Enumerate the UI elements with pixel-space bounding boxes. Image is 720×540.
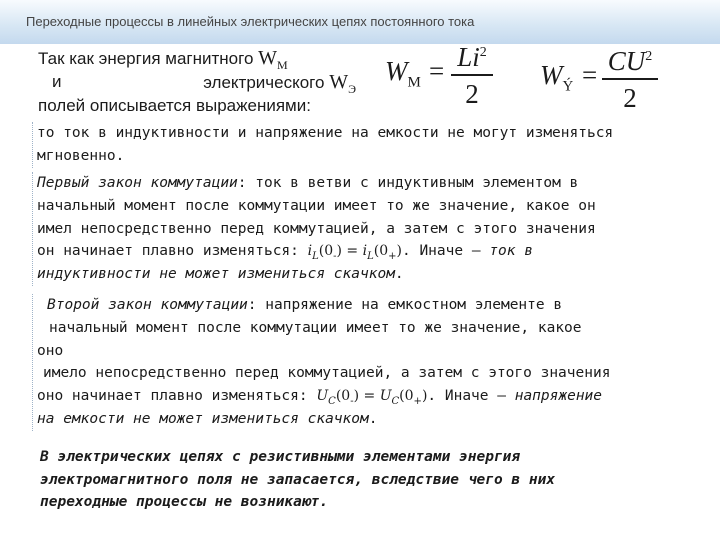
formula-wm-bar	[451, 74, 493, 76]
formula-wy	[540, 38, 665, 118]
intro-line-1-text: Так как энергия магнитного	[38, 49, 259, 68]
second-law-eq-right-argsub: +	[413, 395, 422, 407]
second-law-line-6-post: .	[368, 410, 378, 427]
first-law-line-3: имел непосредственно перед коммутацией, а затем с этого значения	[37, 220, 596, 237]
wm-symbol-sub: M	[277, 58, 288, 72]
paragraph-continuity-line-1: то ток в индуктивности и напряжение на емкости не могут изменяться	[37, 125, 614, 141]
first-law-eq-sign: =	[341, 243, 363, 260]
first-law-line-2: начальный момент после коммутации имеет то же значение, какое он	[37, 197, 596, 214]
first-law-line-4	[37, 240, 596, 263]
formula-wy-lhs-letter: W	[540, 60, 563, 90]
formula-wm-lhs-sub: M	[407, 74, 421, 91]
intro-text	[38, 46, 368, 118]
intro-line-3-text: полей описывается выражениями:	[38, 96, 311, 115]
we-symbol-sub: Э	[348, 82, 356, 96]
second-law-line-6	[37, 408, 610, 431]
second-law-eq-left-sub: C	[328, 395, 336, 407]
slide-title: Переходные процессы в линейных электрических цепях постоянного тока	[26, 14, 475, 29]
formula-wm-eq: =	[429, 56, 445, 86]
second-law-line-5-italic: напряжение	[514, 388, 603, 405]
second-law-eq-left-argsub: -	[350, 395, 354, 407]
first-law-line-1	[37, 172, 596, 195]
first-law-eq-right-close: )	[396, 243, 402, 260]
first-law-eq-right-argsub: +	[388, 251, 397, 263]
first-law-line-5-post: .	[394, 266, 404, 283]
formula-wy-eq: =	[582, 60, 598, 90]
first-law-eq-left-sym: i	[307, 243, 313, 260]
formula-wm-fraction	[451, 38, 493, 110]
we-symbol	[329, 71, 356, 96]
we-symbol-letter: W	[329, 71, 349, 93]
formula-wm-num-text: Li	[457, 42, 480, 72]
first-law-line-5	[37, 263, 596, 286]
formula-wm-num-sup: 2	[479, 45, 487, 60]
formula-wm	[385, 36, 495, 116]
paragraph-continuity-line-2: мгновенно.	[37, 147, 125, 164]
second-law-name: Второй закон коммутации	[47, 297, 248, 313]
paragraph-first-law	[32, 172, 596, 286]
formula-wy-fraction	[602, 42, 658, 114]
second-law-eq-left-arg: (0	[335, 388, 351, 405]
first-law-eq-right-sub: L	[367, 251, 374, 263]
formula-wm-lhs-letter: W	[385, 56, 408, 86]
formula-wy-bar	[602, 78, 658, 80]
formula-wm-num	[457, 38, 487, 72]
second-law-eq-right-close: )	[421, 388, 428, 405]
second-law-line-6-italic: на емкости не может измениться скачком	[37, 410, 369, 427]
paragraph-continuity	[32, 122, 613, 168]
second-law-eq-left-close: )	[353, 388, 360, 405]
second-law-eq-sign: =	[359, 388, 380, 405]
conclusion-line-1: В электрических цепях с резистивными элементами энергия	[40, 449, 521, 465]
first-law-eq-right-arg: (0	[373, 243, 389, 260]
intro-line-3	[38, 94, 368, 118]
second-law-eq-right-sub: C	[391, 395, 400, 407]
first-law-line-4-italic: ток в	[489, 243, 533, 260]
formula-wm-lhs	[385, 56, 421, 91]
conclusion-line-3: переходные процессы не возникают.	[40, 494, 329, 510]
conclusion-text	[40, 446, 690, 514]
first-law-name: Первый закон коммутации	[37, 175, 238, 191]
wm-symbol-letter: W	[258, 47, 278, 69]
formula-wy-num-text: CU	[607, 46, 646, 76]
intro-line-2-right-text: электрического	[203, 73, 330, 92]
conclusion-line-2: электромагнитного поля не запасается, вследствие чего в них	[40, 471, 556, 488]
first-law-eq-left-sub: L	[312, 251, 319, 263]
first-law-eq-left-arg: (0	[318, 243, 334, 260]
paragraph-second-law	[32, 294, 610, 431]
second-law-line-5	[37, 385, 610, 408]
intro-line-1	[38, 46, 368, 70]
second-law-equation	[316, 388, 428, 407]
second-law-line-1	[37, 294, 610, 317]
first-law-line-1-rest: : ток в ветви с индуктивным элементом в	[237, 175, 579, 191]
second-law-line-2: начальный момент после коммутации имеет то же значение, какое	[49, 319, 582, 336]
second-law-line-5-pre: оно начинает плавно изменяться:	[37, 388, 317, 405]
formula-wy-lhs	[540, 60, 573, 95]
second-law-eq-right-sym: U	[379, 388, 392, 405]
formula-wy-num	[608, 42, 653, 76]
first-law-eq-left-argsub: -	[333, 251, 337, 263]
intro-line-2-left: и	[52, 72, 62, 91]
second-law-eq-right-arg: (0	[399, 388, 414, 405]
intro-line-2	[38, 70, 368, 94]
formula-wy-lhs-sub: Ý	[562, 78, 574, 95]
first-law-eq-left-close: )	[336, 243, 342, 260]
wm-symbol	[258, 47, 288, 72]
second-law-line-3: оно	[37, 342, 64, 359]
formula-wy-den: 2	[623, 82, 637, 113]
second-law-line-1-rest: : напряжение на емкостном элементе в	[247, 297, 563, 313]
first-law-line-4-pre: он начинает плавно изменяться:	[37, 243, 308, 260]
formula-wm-den: 2	[465, 78, 479, 109]
first-law-line-5-italic: индуктивности не может измениться скачком	[37, 266, 395, 283]
first-law-line-4-post: . Иначе –	[401, 243, 490, 260]
first-law-eq-right-sym: i	[362, 243, 368, 260]
first-law-equation	[307, 243, 402, 263]
formula-wy-num-sup: 2	[645, 49, 653, 64]
second-law-eq-left-sym: U	[316, 388, 329, 405]
second-law-line-4: имело непосредственно перед коммутацией, а затем с этого значения	[43, 365, 611, 382]
second-law-line-5-post: . Иначе –	[427, 388, 515, 405]
